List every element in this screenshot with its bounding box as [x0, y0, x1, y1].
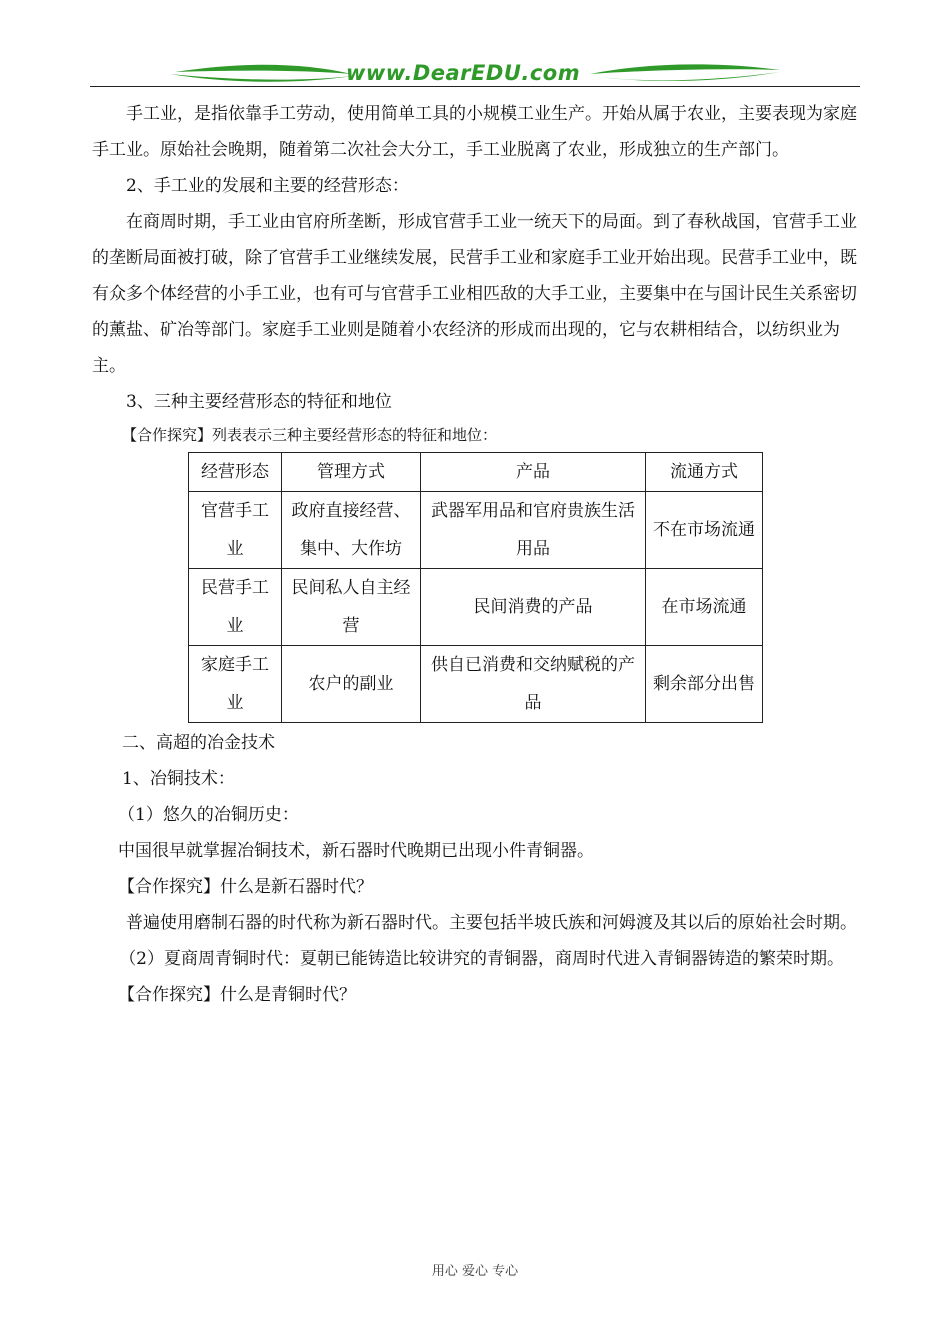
heading-three-forms: 3、三种主要经营形态的特征和地位 — [126, 392, 392, 412]
page-header — [90, 58, 860, 90]
answer-neolithic: 普遍使用磨制石器的时代称为新石器时代。主要包括半坡氏族和河姆渡及其以后的原始社会时期。 — [126, 913, 857, 933]
site-logo-text: www.DearEDU.com — [346, 61, 581, 85]
table-cell: 民间私人自主经营 — [282, 569, 421, 646]
table-header-cell: 产品 — [421, 453, 646, 492]
heading-copper: 1、冶铜技术： — [122, 769, 235, 789]
table-cell: 民间消费的产品 — [421, 569, 646, 646]
table-cell: 农户的副业 — [282, 646, 421, 723]
header-divider — [90, 86, 860, 87]
forms-table — [188, 452, 763, 723]
table-cell: 不在市场流通 — [646, 492, 763, 569]
section-title-metallurgy: 二、高超的冶金技术 — [122, 733, 275, 753]
paragraph-development: 在商周时期，手工业由官府所垄断，形成官营手工业一统天下的局面。到了春秋战国，官营手工业的垄断局面被打破，除了官营手工业继续发展，民营手工业和家庭手工业开始出现。民营手工业中，既有众多个体经营的小手工业，也有可与官营手工业相匹敌的大手工业，主要集中在与国计民生关系密切的薰盐、矿冶等部门。家庭手工业则是随着小农经济的形成而出现的，它与农耕相结合，以纺织业为主。 — [92, 212, 857, 376]
table-cell: 在市场流通 — [646, 569, 763, 646]
table-cell: 家庭手工业 — [189, 646, 282, 723]
paragraph-copper-history: 中国很早就掌握冶铜技术，新石器时代晚期已出现小件青铜器。 — [118, 841, 594, 861]
table-cell: 政府直接经营、集中、大作坊 — [282, 492, 421, 569]
table-header-row — [189, 453, 763, 492]
table-cell: 武器军用品和官府贵族生活用品 — [421, 492, 646, 569]
table-row — [189, 569, 763, 646]
table-cell: 剩余部分出售 — [646, 646, 763, 723]
table-row — [189, 492, 763, 569]
table-intro: 【合作探究】列表表示三种主要经营形态的特征和地位： — [122, 426, 498, 444]
question-neolithic: 【合作探究】什么是新石器时代？ — [118, 877, 373, 897]
heading-development: 2、手工业的发展和主要的经营形态： — [126, 176, 409, 196]
paragraph-handicraft-definition: 手工业，是指依靠手工劳动，使用简单工具的小规模工业生产。开始从属于农业，主要表现为家庭手工业。原始社会晚期，随着第二次社会大分工，手工业脱离了农业，形成独立的生产部门。 — [92, 104, 857, 160]
table-row — [189, 646, 763, 723]
table-cell: 官营手工业 — [189, 492, 282, 569]
subheading-copper-history: （1）悠久的冶铜历史： — [118, 805, 299, 825]
page-footer: 用心 爱心 专心 — [431, 1264, 519, 1279]
table-header-cell: 管理方式 — [282, 453, 421, 492]
table-header-cell: 流通方式 — [646, 453, 763, 492]
table-cell: 供自已消费和交纳赋税的产品 — [421, 646, 646, 723]
table-header-cell: 经营形态 — [189, 453, 282, 492]
paragraph-bronze-age: （2）夏商周青铜时代：夏朝已能铸造比较讲究的青铜器，商周时代进入青铜器铸造的繁荣时期。 — [119, 949, 845, 969]
document-body — [92, 96, 862, 1013]
table-cell: 民营手工业 — [189, 569, 282, 646]
question-bronze-age: 【合作探究】什么是青铜时代？ — [118, 985, 356, 1005]
